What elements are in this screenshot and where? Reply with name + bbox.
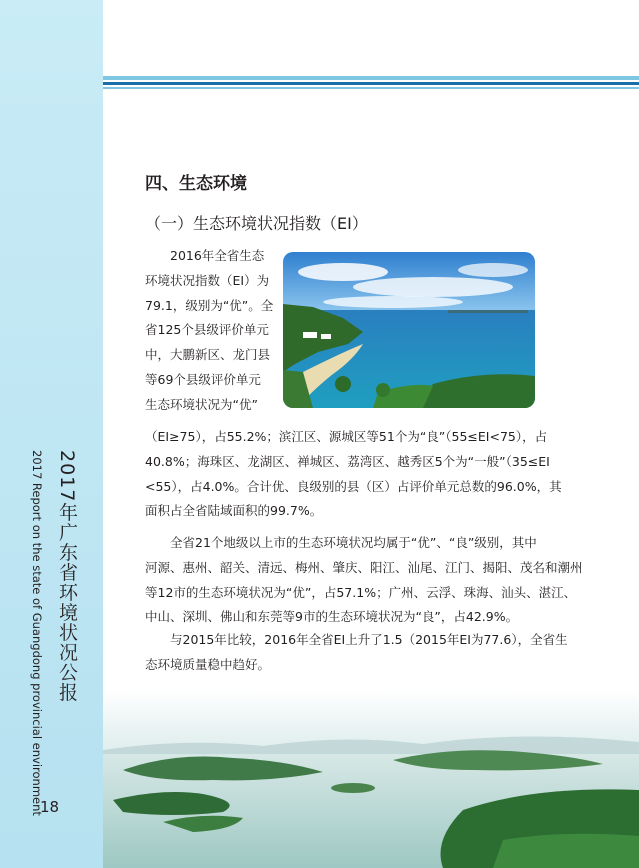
text-line: 等12市的生态环境状况为“优”，占57.1%；广州、云浮、珠海、汕头、湛江、 bbox=[145, 584, 577, 600]
text-line: 79.1，级别为“优”。全 bbox=[145, 297, 274, 313]
paragraph-1-wrapped bbox=[145, 244, 275, 418]
lake-islands-landscape bbox=[103, 690, 639, 868]
text-line: 态环境质量稳中趋好。 bbox=[145, 656, 271, 672]
text-line: 等69个县级评价单元 bbox=[145, 371, 261, 387]
text-line: 中山、深圳、佛山和东莞等9市的生态环境状况为“良”，占42.9%。 bbox=[145, 609, 519, 625]
text-line: 面积占全省陆域面积的99.7%。 bbox=[145, 503, 323, 519]
report-title-zh: 2017年广东省环境状况公报 bbox=[56, 450, 78, 703]
section-title: 四、生态环境 bbox=[145, 174, 247, 194]
text-line: 全省21个地级以上市的生态环境状况均属于“优”、“良”级别，其中 bbox=[170, 535, 537, 550]
page-number: 18 bbox=[40, 798, 60, 816]
text-line: 环境状况指数（EI）为 bbox=[145, 272, 270, 288]
text-line: <55），占4.0%。合计优、良级别的县（区）占评价单元总数的96.0%，其 bbox=[145, 478, 562, 494]
text-line: 中，大鹏新区、龙门县 bbox=[145, 347, 271, 363]
header-rule bbox=[103, 76, 639, 94]
text-line: 40.8%；海珠区、龙湖区、禅城区、荔湾区、越秀区5个为“一般”（35≤EI bbox=[145, 453, 550, 469]
text-line: 生态环境状况为“优” bbox=[145, 396, 258, 412]
subsection-title: （一）生态环境状况指数（EI） bbox=[145, 214, 368, 233]
paragraph-3 bbox=[145, 628, 568, 678]
text-line: 省125个县级评价单元 bbox=[145, 322, 269, 338]
text-line: （EI≥75），占55.2%；滨江区、源城区等51个为“良”（55≤EI<75），占 bbox=[145, 429, 548, 444]
paragraph-2 bbox=[145, 531, 583, 630]
text-line: 与2015年比较，2016年全省EI上升了1.5（2015年EI为77.6），全省生 bbox=[170, 632, 568, 647]
report-title-en: 2017 Report on the state of Guangdong provincial environment bbox=[30, 450, 44, 816]
coastline-photo bbox=[283, 252, 535, 408]
text-line: 河源、惠州、韶关、清远、梅州、肇庆、阳江、汕尾、江门、揭阳、茂名和潮州 bbox=[145, 559, 583, 575]
text-line: 2016年全省生态 bbox=[170, 248, 265, 263]
paragraph-1-continued bbox=[145, 425, 562, 524]
